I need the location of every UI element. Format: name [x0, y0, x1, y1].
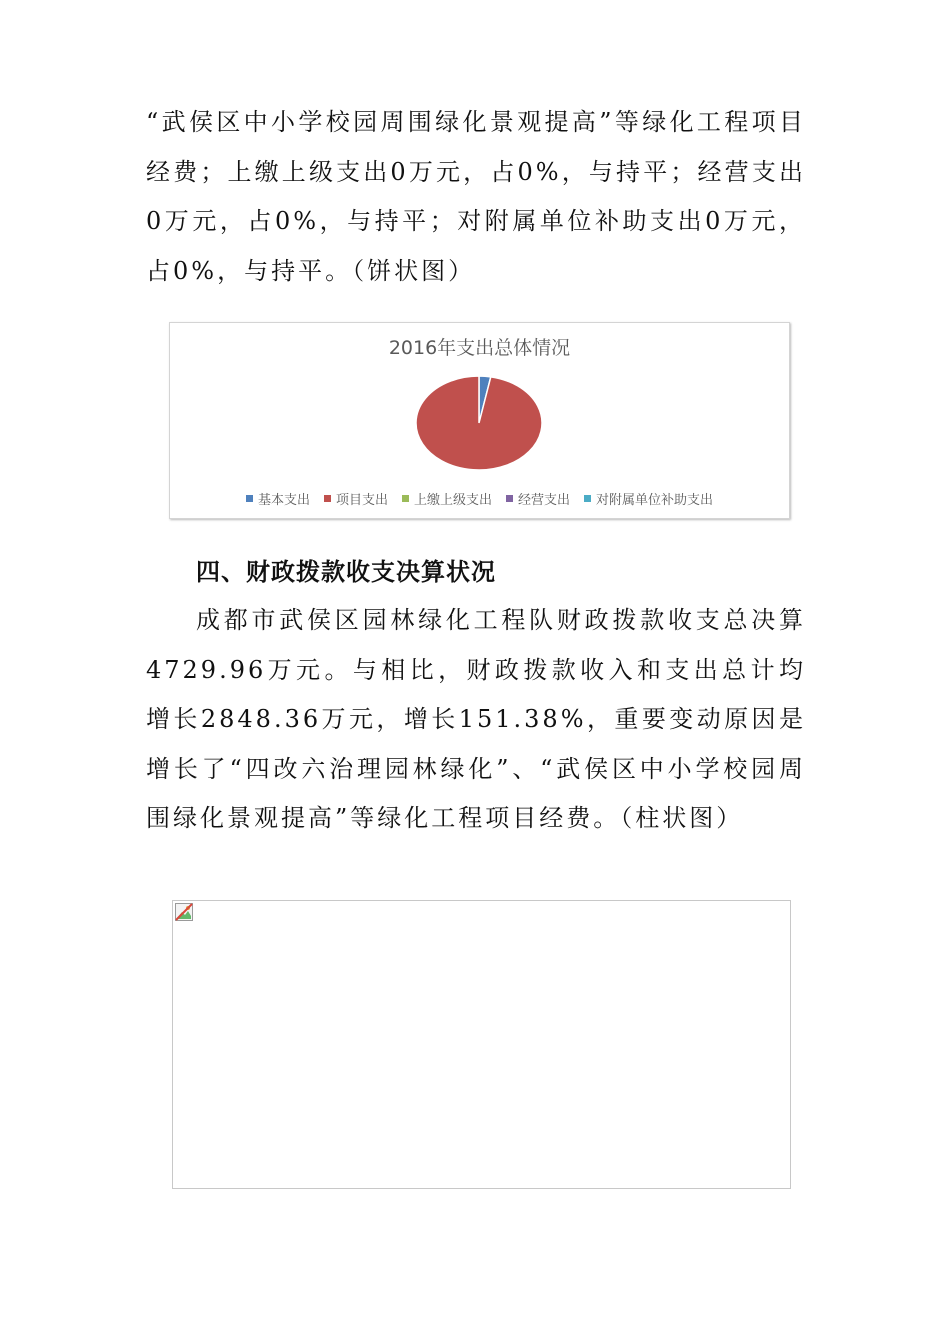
paragraph-fiscal-appropriation: 成都市武侯区园林绿化工程队财政拨款收支总决算4729.96万元。与相比，财政拨款收入和支出总计均增长2848.36万元，增长151.38%，重要变动原因是增长了“四改六治理园林绿化”、“武侯区中小学校园周围绿化景观提高”等绿化工程项目经费。（柱状图） — [146, 606, 806, 832]
legend-item-5 — [584, 489, 713, 508]
legend-item-2 — [324, 489, 388, 508]
legend-label: 上缴上级支出 — [413, 493, 492, 508]
legend-item-3 — [402, 489, 492, 508]
legend-label: 基本支出 — [257, 493, 310, 508]
section-heading: 四、财政拨款收支决算状况 — [196, 558, 496, 586]
legend-swatch — [584, 495, 591, 502]
pie-chart — [169, 322, 790, 519]
chart-legend — [170, 489, 789, 508]
legend-item-1 — [246, 489, 310, 508]
legend-swatch — [246, 495, 253, 502]
pie-slice-2 — [416, 376, 542, 470]
legend-label: 项目支出 — [335, 493, 388, 508]
legend-swatch — [324, 495, 331, 502]
paragraph-expenditure-summary: “武侯区中小学校园周围绿化景观提高”等绿化工程项目经费；上缴上级支出0万元，占0%，与持平；经营支出0万元，占0%，与持平；对附属单位补助支出0万元，占0%，与持平。（饼状图） — [146, 108, 806, 285]
legend-swatch — [506, 495, 513, 502]
broken-image-icon — [174, 902, 194, 922]
legend-swatch — [402, 495, 409, 502]
bar-chart-image-placeholder — [172, 900, 791, 1189]
legend-item-4 — [506, 489, 570, 508]
legend-label: 经营支出 — [518, 493, 571, 508]
legend-label: 对附属单位补助支出 — [596, 493, 714, 508]
chart-title: 2016年支出总体情况 — [388, 337, 571, 359]
